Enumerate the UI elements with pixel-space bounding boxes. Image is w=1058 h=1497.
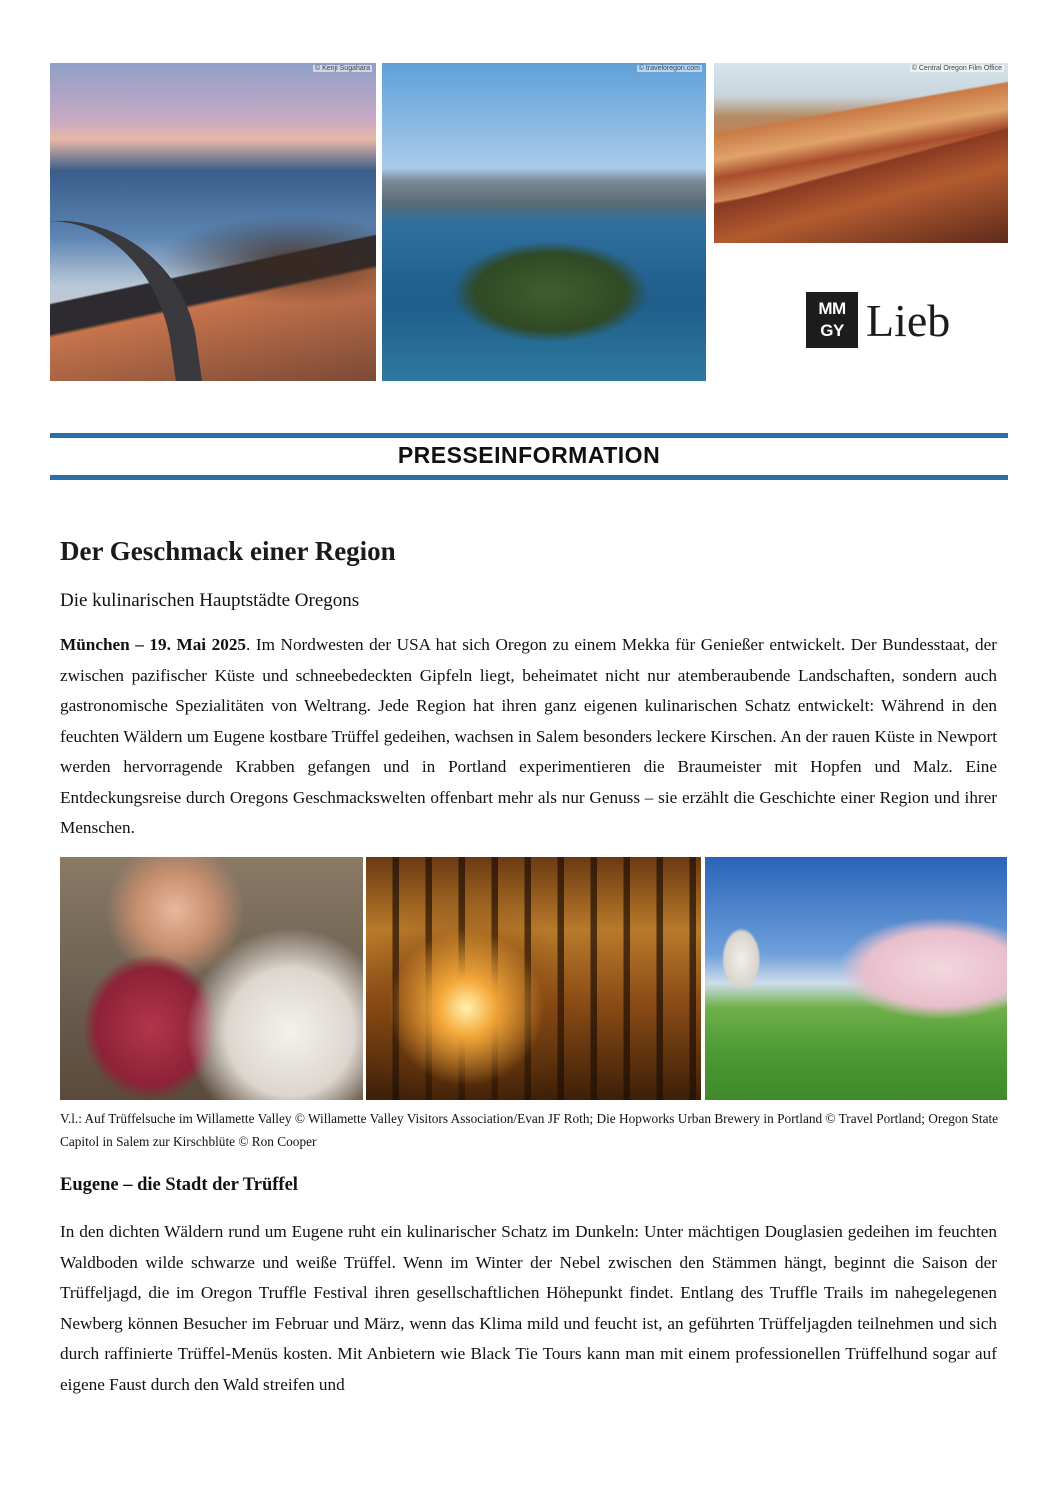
top-divider [50, 433, 1008, 438]
photo-credit: © Central Oregon Film Office [911, 65, 1002, 72]
photo-caption: V.l.: Auf Trüffelsuche im Willamette Valley © Willamette Valley Visitors Association/Evan JF Roth; Die Hopworks Urban Brewery in Portland © Travel Portland; Oregon State Capitol in Salem zur Kirschblüte © Ron Cooper [60, 1111, 999, 1149]
photo-credit: © Kenji Sugahara [315, 65, 370, 72]
brewery-photo [366, 857, 701, 1100]
truffle-hunt-photo [60, 857, 363, 1100]
painted-hills-photo [714, 63, 1008, 243]
crater-lake-photo [382, 63, 706, 381]
dateline: München – 19. Mai 2025 [60, 635, 247, 654]
bottom-divider [50, 475, 1008, 480]
logo-mark [806, 292, 858, 348]
oregon-coast-photo [50, 63, 376, 381]
intro-text: . Im Nordwesten der USA hat sich Oregon zu einem Mekka für Genießer entwickelt. Der Bundesstaat, der zwischen pazifischer Küste und schneebedeckten Gipfeln liegt, beheimatet nicht nur atemberaubende Landschaften, sondern auch gastronomische Spezialitäten von Weltrang. Jede Region hat ihren ganz eigenen kulinarischen Schatz entwickelt: Während in den feuchten Wäldern um Eugene kostbare Trüffel gedeihen, wachsen in Salem besonders leckere Kirschen. An der rauen Küste in Newport werden hervorragende Krabben gefangen und in Portland experimentieren die Braumeister mit Hopfen und Malz. Eine Entdeckungsreise durch Oregons Geschmackswelten offenbart mehr als nur Genuss – sie erzählt die Geschichte einer Region und ihrer Menschen. [60, 635, 997, 837]
section-paragraph: In den dichten Wäldern rund um Eugene ruht ein kulinarischer Schatz im Dunkeln: Unter mächtigen Douglasien gedeihen im feuchten Waldboden wilde schwarze und weiße Trüffel. Wenn im Winter der Nebel zwischen den Stämmen hängt, beginnt die Saison der Trüffeljagd, die im Oregon Truffle Festival ihren gesellschaftlichen Höhepunkt findet. Entlang des Truffle Trails im nahegelegenen Newberg können Besucher im Februar und März, wenn das Klima mild und feucht ist, an geführten Trüffeljagden teilnehmen und sich durch raffinierte Trüffel-Menüs kosten. Mit Anbietern wie Black Tie Tours kann man mit einem professionellen Trüffelhund sogar auf eigene Faust durch den Wald streifen und [60, 1222, 997, 1394]
state-capitol-photo [705, 857, 1007, 1100]
logo-word: Lieb [866, 295, 951, 346]
photo-credit: © traveloregon.com [638, 65, 700, 72]
intro-paragraph [60, 630, 997, 844]
mmgy-lieb-logo [806, 292, 976, 352]
logo-mark-top: MM [818, 299, 846, 318]
subheadline: Die kulinarischen Hauptstädte Oregons [60, 590, 360, 611]
headline: Der Geschmack einer Region [60, 536, 396, 566]
coastal-road [50, 203, 213, 381]
press-title: PRESSEINFORMATION [397, 442, 661, 468]
section-heading: Eugene – die Stadt der Trüffel [60, 1175, 298, 1195]
logo-mark-bottom: GY [820, 321, 844, 340]
